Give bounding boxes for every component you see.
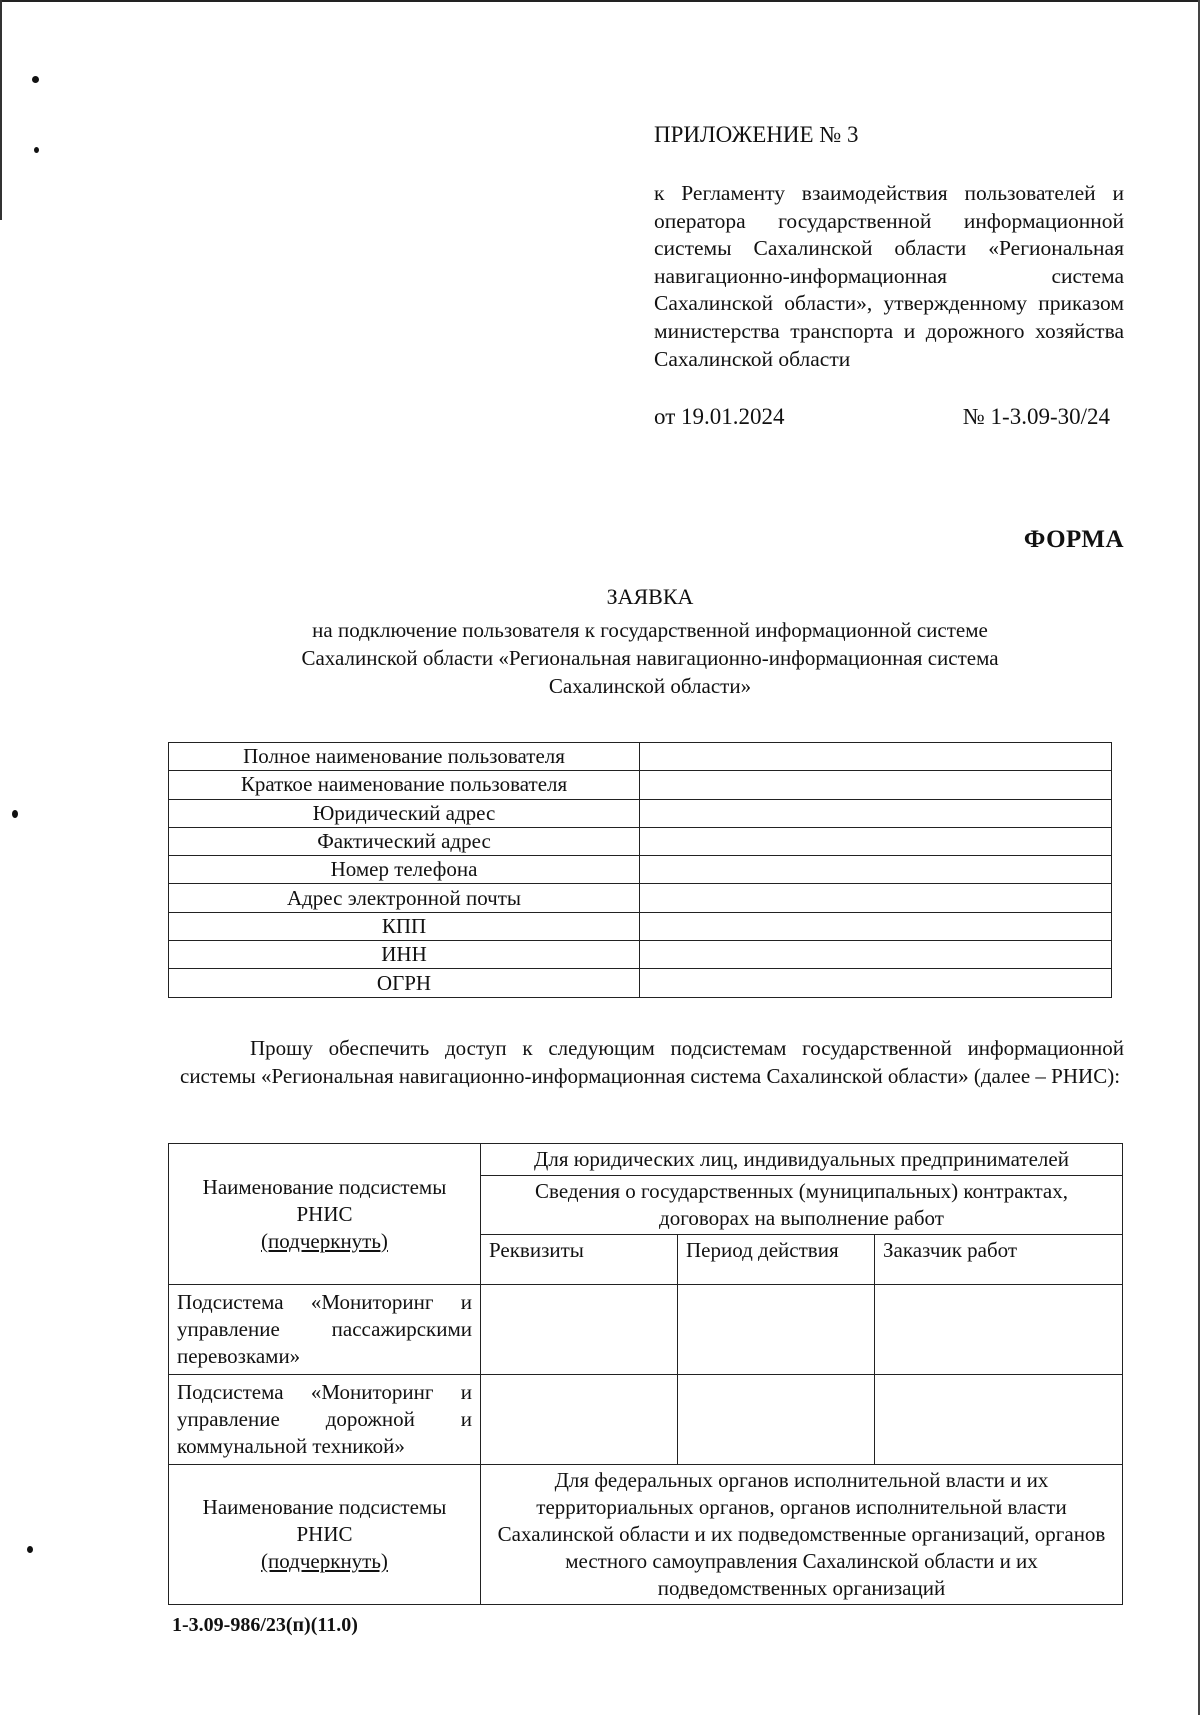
value-cell[interactable] [640,799,1112,827]
table-row [169,1285,1123,1375]
value-cell[interactable] [640,969,1112,997]
requisites-cell[interactable] [481,1285,678,1375]
table-row [169,743,1112,771]
form-label: ФОРМА [1023,526,1124,553]
subtitle-line: на подключение пользователя к государственной информационной системе [312,618,988,642]
row-label: Адрес электронной почты [169,884,640,912]
row-label: КПП [169,912,640,940]
subsystem-name-header: Наименование подсистемы РНИС (подчеркнуть) [169,1144,481,1285]
customer-cell[interactable] [875,1375,1123,1465]
requisites-header: Реквизиты [481,1235,678,1285]
table-row [169,1375,1123,1465]
row-label: Фактический адрес [169,827,640,855]
application-subtitle [230,616,1070,700]
request-text: Прошу обеспечить доступ к следующим подсистемам государственной информационной системы «Региональная навигационно-информационная система Сахалинской области» (далее – РНИС): [180,1036,1124,1088]
row-label: Краткое наименование пользователя [169,771,640,799]
requisites-cell[interactable] [481,1375,678,1465]
legal-entities-header: Для юридических лиц, индивидуальных предпринимателей [481,1144,1123,1176]
appendix-number: № 1-3.09-30/24 [962,404,1110,429]
subsystem-name-header: Наименование подсистемы РНИС (подчеркнуть) [169,1465,481,1605]
appendix-title: ПРИЛОЖЕНИЕ № 3 [654,122,859,147]
table-row [169,827,1112,855]
scan-edge-left [0,0,2,220]
row-label: ОГРН [169,969,640,997]
customer-header: Заказчик работ [875,1235,1123,1285]
table-row [169,856,1112,884]
row-label: Юридический адрес [169,799,640,827]
table-row [169,1144,1123,1176]
contracts-header: Сведения о государственных (муниципальных) контрактах, договорах на выполнение работ [481,1176,1123,1235]
period-cell[interactable] [678,1375,875,1465]
period-header: Период действия [678,1235,875,1285]
value-cell[interactable] [640,771,1112,799]
subtitle-line: Сахалинской области «Региональная навигационно-информационная система [301,646,999,670]
period-cell[interactable] [678,1285,875,1375]
value-cell[interactable] [640,941,1112,969]
table-row [169,969,1112,997]
row-label: ИНН [169,941,640,969]
gov-bodies-header: Для федеральных органов исполнительной власти и их территориальных органов, органов исполнительной власти Сахалинской области и их подведомственные организаций, органов местного самоуправления Сахалинской области и их подведомственных организаций [481,1465,1123,1605]
scan-speck [34,147,39,153]
scan-speck [12,810,18,818]
table-row [169,1465,1123,1605]
application-title: ЗАЯВКА [606,584,694,609]
appendix-body: к Регламенту взаимодействия пользователей и оператора государственной информационной системы Сахалинской области «Региональная навигационно-информационная система Сахалинской области», утвержденному приказом министерства транспорта и дорожного хозяйства Сахалинской области [654,181,1124,371]
scan-edge-top [0,0,1200,2]
scan-speck [27,1546,33,1553]
subsystems-table [168,1143,1123,1605]
value-cell[interactable] [640,827,1112,855]
value-cell[interactable] [640,884,1112,912]
scan-speck [32,76,39,83]
table-row [169,799,1112,827]
appendix-date: от 19.01.2024 [654,404,785,429]
subtitle-line: Сахалинской области» [548,674,752,698]
table-row [169,771,1112,799]
request-paragraph [180,1034,1124,1090]
row-label: Номер телефона [169,856,640,884]
document-code: 1-3.09-986/23(п)(11.0) [172,1614,358,1636]
table-row [169,912,1112,940]
user-details-table [168,742,1112,998]
table-row [169,884,1112,912]
value-cell[interactable] [640,743,1112,771]
table-row [169,941,1112,969]
customer-cell[interactable] [875,1285,1123,1375]
subsystem-road-machinery-monitoring[interactable]: Подсистема «Мониторинг и управление дорожной и коммунальной техникой» [169,1375,481,1465]
value-cell[interactable] [640,912,1112,940]
value-cell[interactable] [640,856,1112,884]
subsystem-passenger-monitoring[interactable]: Подсистема «Мониторинг и управление пассажирскими перевозками» [169,1285,481,1375]
row-label: Полное наименование пользователя [169,743,640,771]
appendix-date-row [654,404,1110,430]
